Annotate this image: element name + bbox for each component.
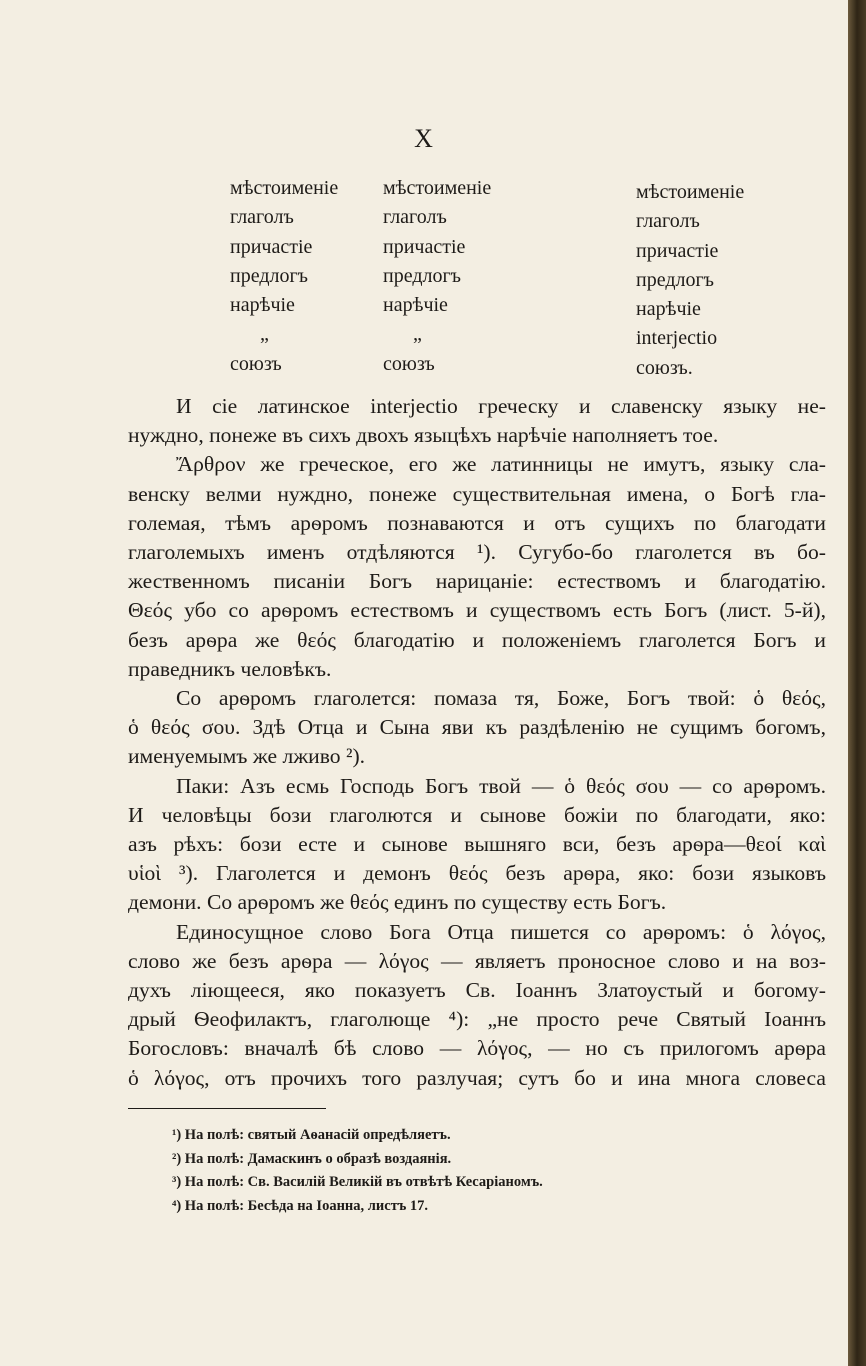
column-entry: мѣстоименіе	[230, 177, 339, 199]
parts-of-speech-column-greek	[383, 174, 491, 379]
text-line: υἱοὶ ³). Глаголется и демонъ θεός безъ арѳра, яко: бози языковъ	[128, 861, 826, 886]
footnote: ⁴) На полѣ: Бесѣда на Іоанна, листъ 17.	[172, 1197, 429, 1214]
text-line: глаголемыхъ именъ отдѣляются ¹). Сугубо-бо глаголется въ бо-	[128, 540, 826, 565]
text-line: венску велми нуждно, понеже существительная имена, о Богѣ гла-	[128, 481, 826, 506]
text-line: Ἄρθρον же греческое, его же латинницы не имутъ, языку сла-	[176, 452, 826, 477]
footnote: ³) На полѣ: Св. Василій Великій въ отвѣтѣ Кесаріаномъ.	[172, 1174, 543, 1190]
text-line: Богословъ: вначалѣ бѣ слово — λόγος, — но съ прилогомъ арѳра	[128, 1036, 826, 1061]
footnote-divider	[128, 1108, 326, 1109]
text-line: големая, тѣмъ арѳромъ познаваются и отъ сущихъ по благодати	[128, 510, 826, 535]
column-entry: союзъ	[230, 352, 282, 375]
text-line: азъ рѣхъ: бози есте и сынове вышняго вси, безъ арѳра—θεοί καὶ	[128, 832, 826, 857]
column-entry: interjectio	[636, 327, 718, 350]
footnotes	[172, 1124, 543, 1218]
parts-of-speech-column-slavonic	[636, 178, 744, 383]
column-entry: нарѣчіе	[383, 294, 448, 317]
column-entry: глаголъ	[230, 206, 294, 229]
column-entry: предлогъ	[383, 264, 462, 287]
column-entry: нарѣчіе	[636, 298, 701, 321]
column-entry: предлогъ	[230, 264, 309, 287]
column-entry: „	[260, 323, 269, 346]
text-line: Θεός убо со арѳромъ естествомъ и существомъ есть Богъ (лист. 5-й),	[128, 598, 826, 623]
column-entry: причастіе	[230, 235, 313, 258]
text-line: ὁ θεός σου. Здѣ Отца и Сына яви къ раздѣленію не сущимъ богомъ,	[128, 715, 826, 740]
text-line: именуемымъ же лживо ²).	[128, 744, 366, 769]
column-entry: предлогъ	[636, 268, 715, 291]
text-line: И человѣцы бози глаголются и сынове божіи по благодати, яко:	[128, 802, 826, 827]
text-line: жественномъ писаніи Богъ нарицаніе: естествомъ и благодатію.	[128, 569, 826, 594]
text-line: духъ ліющееся, яко показуетъ Св. Іоаннъ Златоустый и богому-	[128, 978, 826, 1003]
text-line: безъ арѳра же θεός благодатію и положеніемъ глаголется Богъ и	[128, 627, 826, 652]
parts-of-speech-column-latin	[230, 174, 338, 379]
text-line: нуждно, понеже въ сихъ двохъ языцѣхъ нарѣчіе наполняетъ тое.	[128, 423, 719, 448]
text-line: Со арѳромъ глаголется: помаза тя, Боже, Богъ твой: ὁ θεός,	[176, 686, 826, 711]
column-entry: глаголъ	[383, 206, 447, 229]
column-entry: нарѣчіе	[230, 294, 295, 317]
column-entry: „	[413, 323, 422, 346]
text-line: И сіе латинское interjectio греческу и славенску языку не-	[176, 394, 826, 418]
column-entry: причастіе	[636, 239, 719, 262]
text-line: слово же безъ арѳра — λόγος — являетъ проносное слово и на воз-	[128, 948, 826, 973]
text-line: Паки: Азъ есмь Господь Богъ твой — ὁ θεός σου — со арѳромъ.	[176, 773, 826, 798]
text-line: демони. Со арѳромъ же θεός единъ по существу есть Богъ.	[128, 890, 667, 915]
column-entry: союзъ	[383, 352, 435, 375]
text-line: ὁ λόγος, отъ прочихъ того разлучая; сутъ бо и ина многа словеса	[128, 1065, 826, 1090]
column-entry: глаголъ	[636, 210, 700, 233]
body-text	[128, 392, 826, 1093]
column-entry: мѣстоименіе	[636, 181, 745, 203]
book-edge	[848, 0, 866, 1366]
footnote: ²) На полѣ: Дамаскинъ о образѣ воздаянія.	[172, 1150, 452, 1167]
text-line: дрый Ѳеофилактъ, глаголюще ⁴): „не просто рече Святый Іоаннъ	[128, 1007, 826, 1032]
footnote: ¹) На полѣ: святый Аѳанасій опредѣляетъ.	[172, 1127, 451, 1143]
column-entry: причастіе	[383, 235, 466, 258]
text-line: Единосущное слово Бога Отца пишется со арѳромъ: ὁ λόγος,	[176, 919, 826, 944]
page-number: X	[414, 124, 434, 153]
column-entry: мѣстоименіе	[383, 177, 492, 199]
column-entry: союзъ.	[636, 356, 693, 379]
text-line: праведникъ человѣкъ.	[128, 656, 332, 681]
